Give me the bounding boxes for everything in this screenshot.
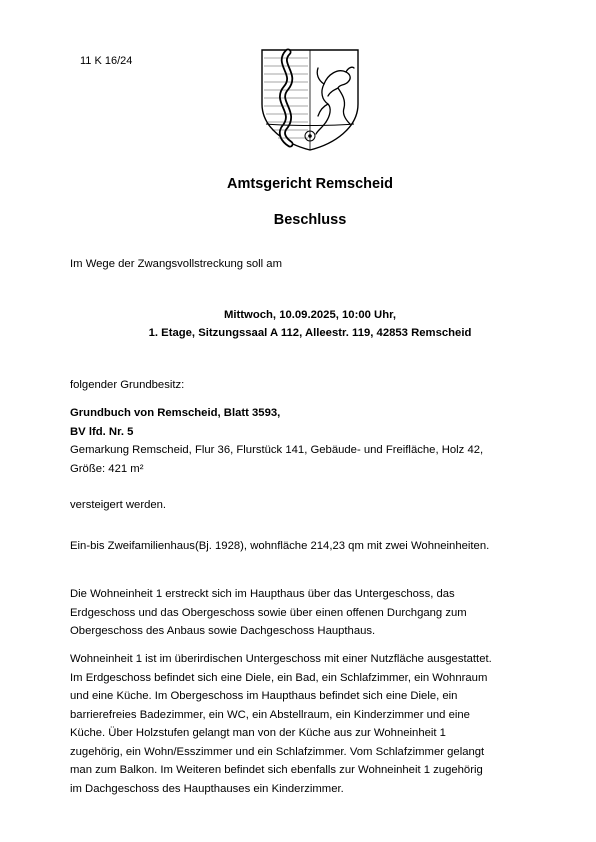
intro-text: Im Wege der Zwangsvollstreckung soll am — [70, 258, 283, 270]
grundbuch-line-2: BV lfd. Nr. 5 — [70, 425, 134, 438]
grundbesitz-label: folgender Grundbesitz: — [70, 379, 185, 391]
nrw-coat-of-arms-icon — [258, 44, 362, 152]
grundbuch-line-4: Größe: 421 m² — [70, 462, 144, 475]
grundbuch-line-3: Gemarkung Remscheid, Flur 36, Flurstück 141, Gebäude- und Freifläche, Holz 42, — [70, 444, 484, 456]
paragraph-line: man zum Balkon. Im Weiteren befindet sich ebenfalls zur Wohneinheit 1 zugehörig — [70, 764, 483, 776]
case-number: 11 K 16/24 — [80, 55, 133, 67]
paragraph-line: Im Erdgeschoss befindet sich eine Diele, ein Bad, ein Schlafzimmer, ein Wohnraum — [70, 671, 488, 684]
paragraph-wohneinheit-details — [70, 650, 530, 798]
paragraph-wohneinheit-overview — [70, 585, 530, 641]
objekt-description: Ein-bis Zweifamilienhaus(Bj. 1928), wohnfläche 214,23 qm mit zwei Wohneinheiten. — [70, 540, 490, 552]
paragraph-line: Wohneinheit 1 ist im überirdischen Untergeschoss mit einer Nutzfläche ausgestattet. — [70, 653, 492, 665]
termin-location: 1. Etage, Sitzungssaal A 112, Alleestr. 119, 42853 Remscheid — [148, 327, 472, 339]
paragraph-line: und eine Küche. Im Obergeschoss im Haupthaus befindet sich eine Diele, ein — [70, 690, 458, 702]
grundbuch-line-1: Grundbuch von Remscheid, Blatt 3593, — [70, 407, 281, 419]
paragraph-line: barrierefreies Badezimmer, ein WC, ein Abstellraum, ein Kinderzimmer und eine — [70, 708, 470, 721]
paragraph-line: im Dachgeschoss des Haupthauses ein Kinderzimmer. — [70, 782, 344, 795]
court-name: Amtsgericht Remscheid — [227, 176, 393, 192]
grundbuch-block — [70, 404, 530, 478]
versteigert-text: versteigert werden. — [70, 499, 167, 511]
paragraph-line: Küche. Über Holzstufen gelangt man von der Küche aus zur Wohneinheit 1 — [70, 727, 446, 739]
paragraph-line: zugehörig, ein Wohn/Esszimmer und ein Schlafzimmer. Vom Schlafzimmer gelangt — [70, 745, 485, 758]
paragraph-line: Erdgeschoss und das Obergeschoss sowie über einen offenen Durchgang zum — [70, 606, 467, 619]
paragraph-line: Obergeschoss des Anbaus sowie Dachgeschoss Haupthaus. — [70, 625, 376, 637]
document-type: Beschluss — [273, 212, 347, 228]
paragraph-line: Die Wohneinheit 1 erstreckt sich im Haupthaus über das Untergeschoss, das — [70, 588, 455, 600]
termin-date: Mittwoch, 10.09.2025, 10:00 Uhr, — [223, 309, 397, 321]
